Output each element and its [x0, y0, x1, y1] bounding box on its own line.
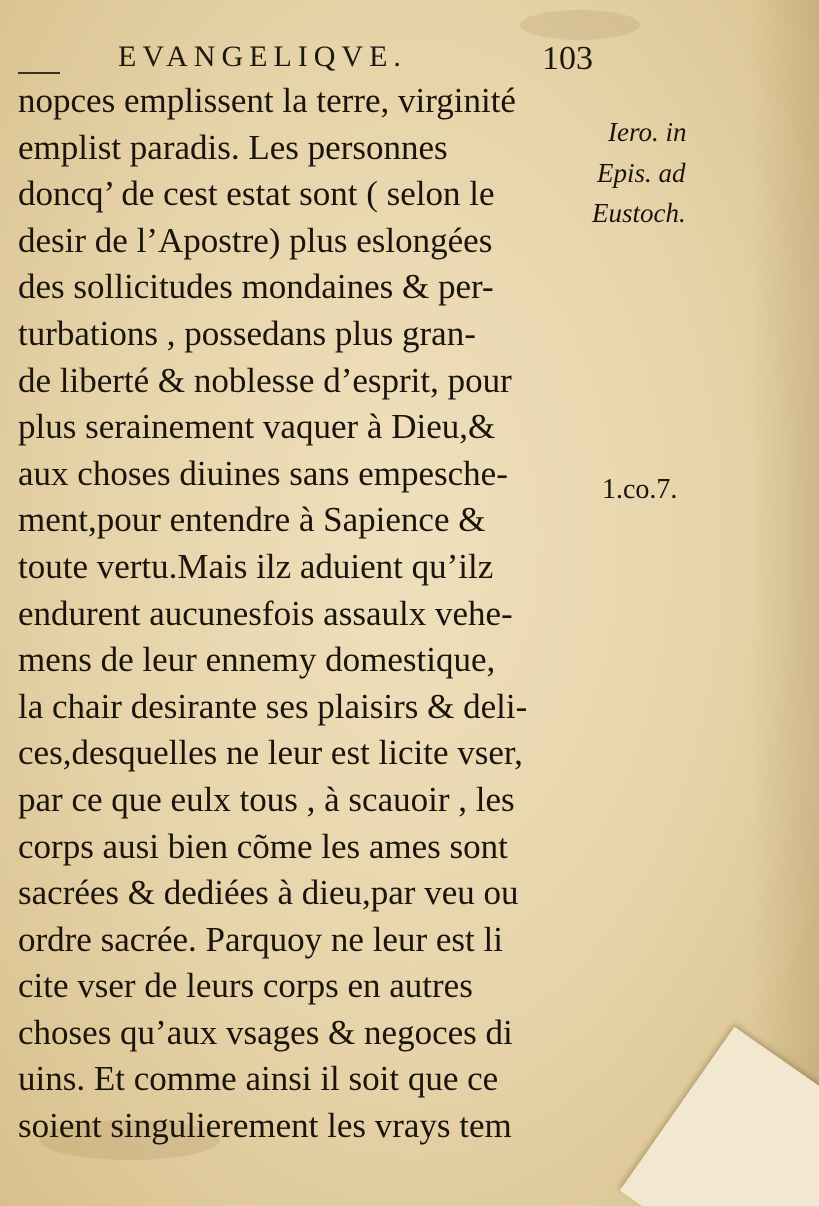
text-line: plus serainement vaquer à Dieu,&: [18, 407, 496, 447]
running-head: [112, 38, 612, 78]
text-line: sacrées & dediées à dieu,par veu ou: [18, 873, 519, 913]
text-line: ces,desquelles ne leur est licite vser,: [18, 733, 523, 773]
text-line: la chair desirante ses plaisirs & deli-: [18, 686, 528, 726]
text-line: cite vser de leurs corps en autres: [18, 966, 473, 1006]
margin-note: Eustoch.: [592, 198, 686, 228]
text-line: endurent aucunesfois assaulx vehe-: [18, 593, 513, 633]
text-line: de liberté & noblesse d’esprit, pour: [18, 360, 512, 400]
text-line: turbations , possedans plus gran-: [18, 313, 476, 353]
paper-stain: [520, 10, 640, 40]
page-edge-shadow: [749, 0, 819, 1206]
margin-note: Epis. ad: [597, 158, 686, 188]
text-line: mens de leur ennemy domestique,: [18, 640, 496, 680]
margin-note: Iero. in: [608, 117, 687, 147]
text-line: des sollicitudes mondaines & per-: [18, 267, 494, 307]
body-text: [18, 78, 608, 1150]
text-line: soient singulierement les vrays tem: [18, 1106, 512, 1146]
text-line: corps ausi bien cõme les ames sont: [18, 826, 508, 866]
page-number: 103: [542, 40, 593, 77]
text-line: desir de l’Apostre) plus eslongées: [18, 220, 493, 260]
text-line: toute vertu.Mais ilz aduient qu’ilz: [18, 546, 494, 586]
text-line: par ce que eulx tous , à scauoir , les: [18, 779, 515, 819]
text-line: aux choses diuines sans empesche-: [18, 453, 508, 493]
text-line: uins. Et comme ainsi il soit que ce: [18, 1059, 499, 1099]
text-line: ment,pour entendre à Sapience &: [18, 500, 486, 540]
text-line: doncq’ de cest estat sont ( selon le: [18, 174, 495, 214]
margin-note: 1.co.7.: [602, 474, 678, 505]
running-title: EVANGELIQVE.: [118, 40, 407, 73]
head-rule: [18, 72, 60, 74]
text-line: nopces emplissent la terre, virginité: [18, 81, 516, 120]
text-line: choses qu’aux vsages & negoces di: [18, 1012, 513, 1052]
text-line: ordre sacrée. Parquoy ne leur est li: [18, 919, 503, 959]
text-line: emplist paradis. Les personnes: [18, 127, 448, 167]
